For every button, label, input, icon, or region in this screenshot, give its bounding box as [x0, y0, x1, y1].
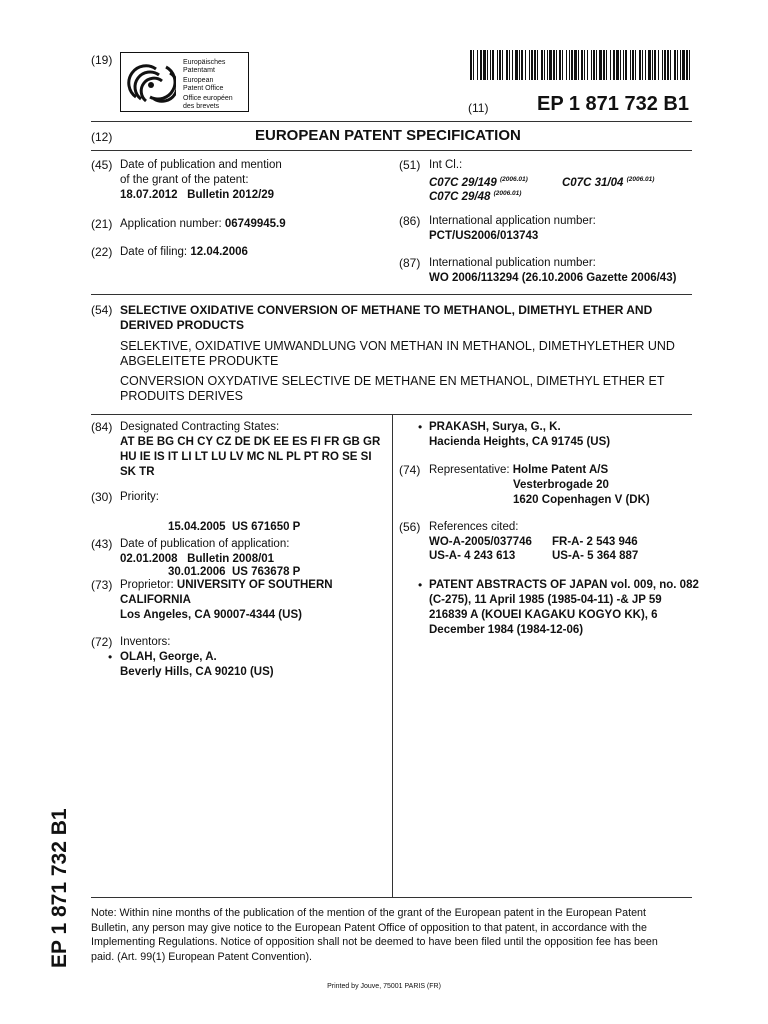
office-name-de-2: Patentamt: [183, 67, 215, 74]
npl-reference-line-3: 216839 A (KOUEI KAGAKU KOGYO KK), 6: [429, 609, 658, 621]
inid-code-45: (45): [91, 158, 113, 172]
npl-reference-line-2: (C-275), 11 April 1985 (1985-04-11) -& JP 59: [429, 594, 662, 606]
ipc-version-3: (2006.01): [493, 190, 522, 197]
application-number-label: Application number:: [120, 218, 222, 230]
designated-states-line-1: AT BE BG CH CY CZ DE DK EE ES FI FR GB GR: [120, 436, 381, 448]
office-name-fr-1: Office européen: [183, 95, 233, 102]
filing-date-label: Date of filing:: [120, 246, 188, 258]
inid-code-43: (43): [91, 537, 113, 551]
filing-date-value: 12.04.2006: [190, 246, 248, 258]
npl-reference-line-4: December 1984 (1984-12-06): [429, 624, 584, 636]
inid-code-84: (84): [91, 420, 113, 434]
inid-code-72: (72): [91, 635, 113, 649]
office-name-en-2: Patent Office: [183, 85, 224, 92]
inventors-label: Inventors:: [120, 636, 171, 648]
inid-code-56: (56): [399, 520, 421, 534]
inventor-2-address: Hacienda Heights, CA 91745 (US): [429, 436, 611, 448]
opposition-note-line-1: Note: Within nine months of the publication of the mention of the grant of the European patent in the European Patent: [91, 907, 646, 919]
application-number-value: 06749945.9: [224, 218, 286, 230]
intl-publication-label: International publication number:: [429, 257, 596, 269]
title-german-line-2: ABGELEITETE PRODUKTE: [120, 354, 279, 368]
inid-code-22: (22): [91, 245, 113, 259]
ipc-code-3: C07C 29/48: [429, 190, 491, 203]
title-english-line-2: DERIVED PRODUCTS: [120, 318, 245, 332]
representative-line-1: Holme Patent A/S: [512, 464, 609, 476]
reference-fr-2543946: FR-A- 2 543 946: [552, 536, 638, 548]
intl-publication-value: WO 2006/113294 (26.10.2006 Gazette 2006/43): [429, 272, 677, 284]
inventor-1-address: Beverly Hills, CA 90210 (US): [120, 666, 274, 678]
title-english-line-1: SELECTIVE OXIDATIVE CONVERSION OF METHANE TO METHANOL, DIMETHYL ETHER AND: [120, 303, 653, 317]
office-name-de-1: Europäisches: [183, 59, 226, 66]
priority-line-1: 15.04.2005 US 671650 P: [168, 521, 301, 533]
ipc-version-2: (2006.01): [626, 176, 655, 183]
title-german-line-1: SELEKTIVE, OXIDATIVE UMWANDLUNG VON METHAN IN METHANOL, DIMETHYLETHER UND: [120, 339, 675, 353]
printer-footer: Printed by Jouve, 75001 PARIS (FR): [327, 983, 441, 990]
bullet-inventor-2: •: [418, 420, 423, 434]
proprietor-line-1: UNIVERSITY OF SOUTHERN: [176, 579, 333, 591]
inid-code-51: (51): [399, 158, 421, 172]
references-label: References cited:: [429, 521, 519, 533]
inventor-1-name: OLAH, George, A.: [120, 651, 217, 663]
inid-code-74: (74): [399, 463, 421, 477]
grant-date-value: 18.07.2012 Bulletin 2012/29: [120, 189, 275, 201]
inid-code-12: (12): [91, 130, 113, 144]
designated-states-label: Designated Contracting States:: [120, 421, 280, 433]
inid-code-30: (30): [91, 490, 113, 504]
ipc-version-1: (2006.01): [499, 176, 528, 183]
bullet-npl-reference: •: [418, 578, 423, 592]
document-title: EUROPEAN PATENT SPECIFICATION: [255, 127, 521, 144]
title-french-line-1: CONVERSION OXYDATIVE SELECTIVE DE METHANE EN METHANOL, DIMETHYL ETHER ET: [120, 374, 665, 388]
inventor-2-name: PRAKASH, Surya, G., K.: [429, 421, 561, 433]
application-publication-label: Date of publication of application:: [120, 538, 290, 550]
office-name-en-1: European: [183, 77, 214, 84]
inid-code-73: (73): [91, 578, 113, 592]
side-publication-number: EP 1 871 732 B1: [48, 808, 71, 968]
proprietor-line-2: CALIFORNIA: [120, 594, 191, 606]
opposition-note-line-3: Implementing Regulations. Notice of opposition shall not be deemed to have been filed until the opposition fee has been: [91, 936, 658, 948]
grant-date-label-1: Date of publication and mention: [120, 159, 282, 171]
designated-states-line-3: SK TR: [120, 466, 155, 478]
ipc-code-2: C07C 31/04: [562, 176, 624, 189]
bullet-inventor-1: •: [108, 650, 113, 664]
opposition-note-line-4: paid. (Art. 99(1) European Patent Convention).: [91, 950, 313, 963]
npl-reference-line-1: PATENT ABSTRACTS OF JAPAN vol. 009, no. 082: [429, 579, 699, 591]
office-name-fr-2: des brevets: [183, 103, 220, 110]
intl-application-value: PCT/US2006/013743: [429, 230, 539, 242]
grant-date-label-2: of the grant of the patent:: [120, 174, 249, 186]
inid-code-86: (86): [399, 214, 421, 228]
application-publication-value: 02.01.2008 Bulletin 2008/01: [120, 553, 275, 565]
proprietor-label: Proprietor:: [120, 579, 174, 591]
inid-code-21: (21): [91, 217, 113, 231]
epo-logo: [120, 52, 249, 112]
inid-code-19: (19): [91, 53, 113, 67]
reference-wo-2005-037746: WO-A-2005/037746: [429, 536, 532, 548]
reference-us-5364887: US-A- 5 364 887: [552, 550, 639, 562]
inid-code-11: (11): [468, 101, 489, 115]
barcode: [470, 50, 692, 80]
reference-us-4243613: US-A- 4 243 613: [429, 550, 516, 562]
priority-line-2: 30.01.2006 US 763678 P: [168, 566, 301, 578]
intl-application-label: International application number:: [429, 215, 596, 227]
opposition-note-line-2: Bulletin, any person may give notice to the European Patent Office of opposition to that patent, in accordance with the: [91, 921, 647, 934]
representative-line-2: Vesterbrogade 20: [513, 479, 609, 491]
priority-label: Priority:: [120, 491, 159, 503]
int-cl-label: Int Cl.:: [429, 159, 463, 171]
inid-code-87: (87): [399, 256, 421, 270]
representative-line-3: 1620 Copenhagen V (DK): [513, 494, 650, 506]
publication-number: EP 1 871 732 B1: [537, 93, 689, 115]
inid-code-54: (54): [91, 303, 113, 317]
designated-states-line-2: HU IE IS IT LI LT LU LV MC NL PL PT RO SE SI: [120, 451, 372, 463]
proprietor-line-3: Los Angeles, CA 90007-4344 (US): [120, 609, 302, 621]
representative-label: Representative:: [429, 464, 510, 476]
title-french-line-2: PRODUITS DERIVES: [120, 389, 243, 403]
ipc-code-1: C07C 29/149: [429, 176, 497, 189]
epo-emblem-icon: [126, 57, 176, 107]
